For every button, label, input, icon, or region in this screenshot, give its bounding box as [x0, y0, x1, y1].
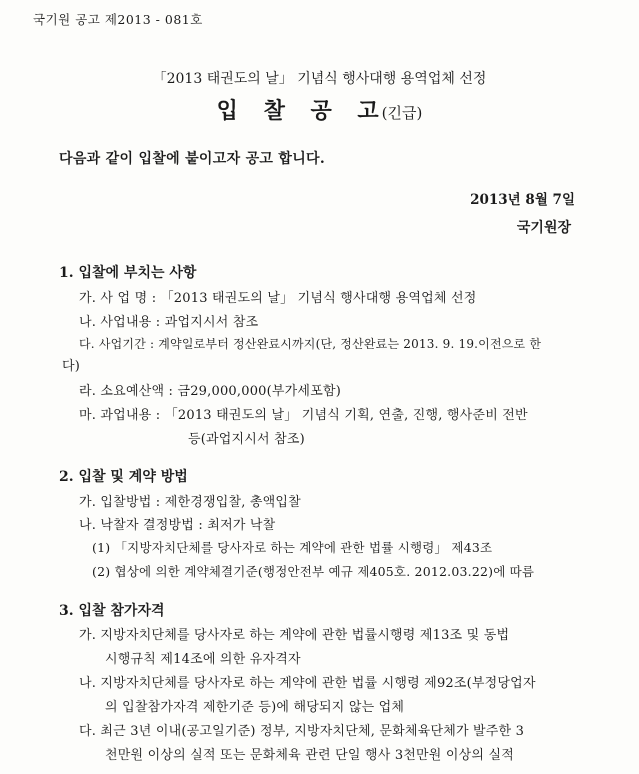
section-1-heading: 1. 입찰에 부치는 사항 [59, 265, 197, 281]
section-3-item: 다. 최근 3년 이내(공고일기준) 정부, 지방자치단체, 문화체육단체가 발주한 3 [79, 724, 525, 739]
section-3-item-continued: 천만원 이상의 실적 또는 문화체육 관련 단일 행사 3천만원 이상의 실적 [105, 748, 515, 763]
section-1-item-continued: 등(과업지시서 참조) [188, 432, 305, 447]
section-2-subitem: (2) 협상에 의한 계약체결기준(행정안전부 예규 제405호. 2012.03.22)에 따름 [92, 564, 535, 579]
section-1-item: 라. 소요예산액 : 금29,000,000(부가세포함) [79, 384, 341, 399]
section-3-heading: 3. 입찰 참가자격 [59, 603, 165, 619]
section-1-item: 가. 사 업 명 : 「2013 태권도의 날」 기념식 행사대행 용역업체 선정 [79, 291, 477, 306]
section-1-item: 다. 사업기간 : 계약일로부터 정산완료시까지(단, 정산완료는 2013. 9. 19.이전으로 한 [79, 337, 542, 351]
title-main: 입 찰 공 고 [216, 98, 388, 124]
document-subtitle: 「2013 태권도의 날」 기념식 행사대행 용역업체 선정 [152, 71, 487, 87]
section-3-item: 가. 지방자치단체를 당사자로 하는 계약에 관한 법률시행령 제13조 및 동법 [79, 628, 510, 643]
section-2-item: 가. 입찰방법 : 제한경쟁입찰, 총액입찰 [79, 495, 301, 510]
document-number: 국기원 공고 제2013 - 081호 [33, 12, 203, 27]
issuing-organization: 국기원장 [516, 220, 571, 236]
intro-statement: 다음과 같이 입찰에 붙이고자 공고 합니다. [59, 151, 326, 167]
section-3-item: 나. 지방자치단체를 당사자로 하는 계약에 관한 법률 시행령 제92조(부정당업자 [79, 676, 536, 691]
section-2-heading: 2. 입찰 및 계약 방법 [59, 469, 188, 485]
section-1-item: 마. 과업내용 : 「2013 태권도의 날」 기념식 기획, 연출, 진행, 행사준비 전반 [79, 408, 528, 423]
section-2-subitem: (1) 「지방자치단체를 당사자로 하는 계약에 관한 법률 시행령」 제43조 [92, 540, 493, 555]
section-1-item: 나. 사업내용 : 과업지시서 참조 [79, 315, 259, 330]
title-urgent-suffix: (긴급) [381, 104, 423, 122]
section-3-item-continued: 시행규칙 제14조에 의한 유자격자 [105, 652, 301, 667]
section-1-item-continued: 다) [62, 359, 81, 374]
announcement-date: 2013년 8월 7일 [470, 192, 575, 208]
section-3-item-continued: 의 입찰참가자격 제한기준 등)에 해당되지 않는 업체 [105, 700, 405, 715]
document-title [0, 94, 639, 125]
section-2-item: 나. 낙찰자 결정방법 : 최저가 낙찰 [79, 518, 276, 533]
